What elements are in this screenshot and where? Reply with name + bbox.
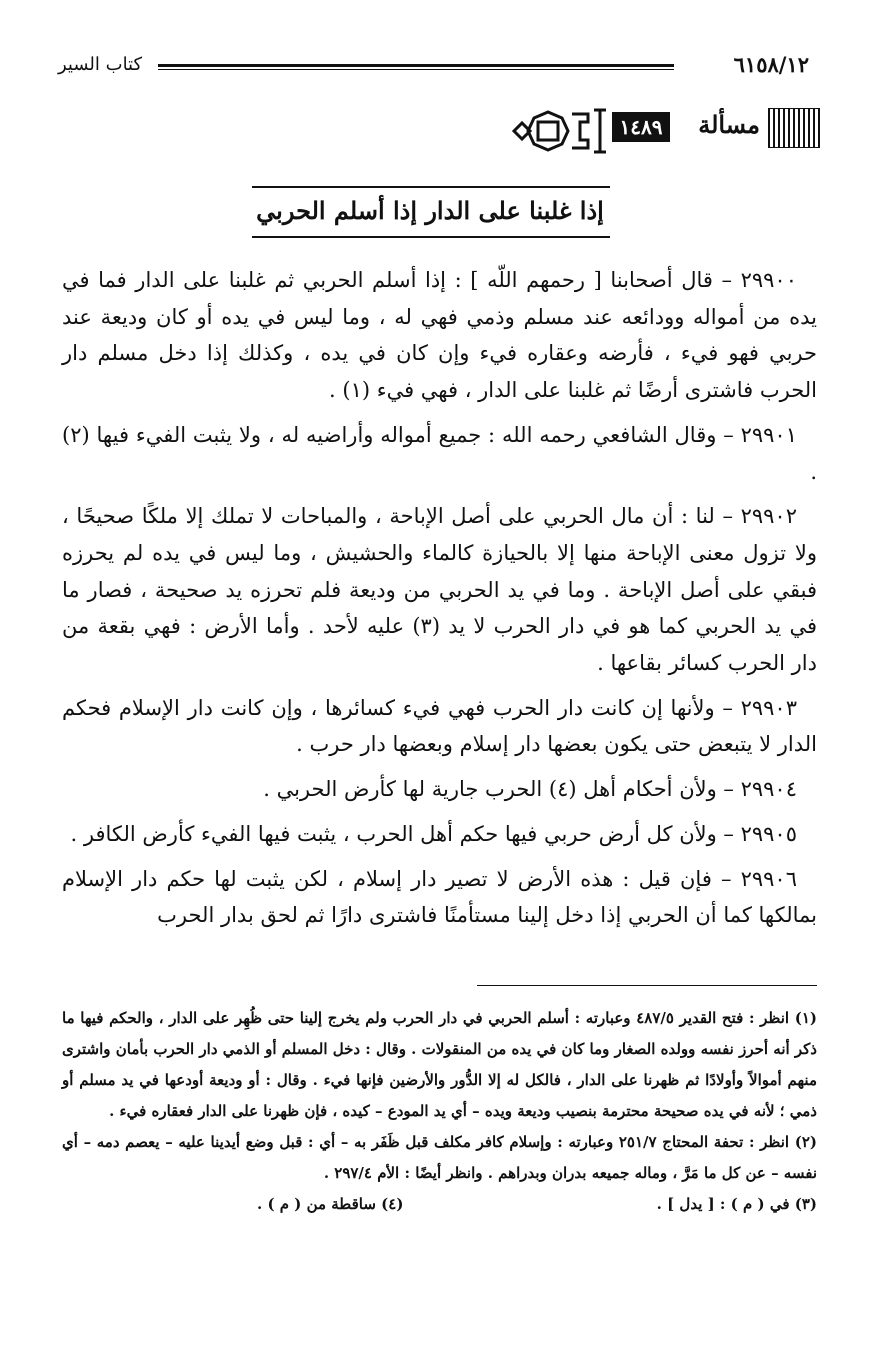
page-reference: ٦١٥٨/١٢ — [733, 52, 809, 77]
footnote: (٣) في ( م ) : [ يدل ] . — [656, 1195, 817, 1213]
header-rule-thin — [158, 69, 674, 70]
paragraph: ٢٩٩٠٤ – ولأن أحكام أهل (٤) الحرب جارية لها كأرض الحربي . — [263, 777, 797, 802]
footnote: (٤) ساقطة من ( م ) . — [257, 1195, 404, 1213]
paragraph: ٢٩٩٠٣ – ولأنها إن كانت دار الحرب فهي فيء كسائرها ، وإن كانت دار الإسلام فحكم الدار لا يتبعض حتى يكون بعضها دار إسلام وبعضها دار حرب . — [62, 695, 817, 757]
footnotes — [62, 1003, 817, 1220]
section-title: كتاب السير — [58, 54, 143, 75]
paragraph: ٢٩٩٠٥ – ولأن كل أرض حربي فيها حكم أهل الحرب ، يثبت فيها الفيء كأرض الكافر . — [70, 821, 797, 846]
paragraph: ٢٩٩٠٦ – فإن قيل : هذه الأرض لا تصير دار إسلام ، لكن يثبت لها حكم دار الإسلام بمالكها كما أن الحربي إذا دخل إلينا مستأمنًا فاشترى دارًا ثم لحق بدار الحرب — [62, 866, 817, 928]
running-header — [58, 52, 809, 82]
issue-label: مسألة — [698, 110, 760, 139]
paragraph: ٢٩٩٠٢ – لنا : أن مال الحربي على أصل الإباحة ، والمباحات لا تملك إلا ملكًا صحيحًا ، ولا تزول معنى الإباحة منها إلا بالحيازة كالماء والحشيش ، وما ليس في يده لم يحرزه فبقي على أصل الإباحة . وما في يد الحربي من وديعة فلم تحرزه يد صحيحة ، فصار ما في يد الحربي كما هو في دار الحرب لا يد (٣) عليه لأحد . وأما الأرض : فهي بقعة من دار الحرب كسائر بقاعها . — [62, 504, 817, 676]
question-title: إذا غلبنا على الدار إذا أسلم الحربي — [256, 196, 604, 225]
main-text — [62, 262, 817, 942]
footnote-separator — [477, 985, 817, 986]
title-rule-bottom — [252, 236, 610, 238]
footnote-row — [257, 1189, 817, 1220]
header-rule — [158, 64, 674, 67]
paragraph: ٢٩٩٠١ – وقال الشافعي رحمه الله : جميع أمواله وأراضيه له ، ولا يثبت الفيء فيها (٢) . — [62, 422, 817, 484]
footnote: (١) انظر : فتح القدير ٤٨٧/٥ وعبارته : أسلم الحربي في دار الحرب ولم يخرج إلينا حتى ظُهِر على الدار ، والحكم فيها ما ذكر أنه أحرز نفسه وولده الصغار وما كان في يده من المنقولات . وقال : دخل المسلم أو الذمي دار الحرب بأمان واشترى منهم أموالاً وأولادًا ثم ظهرنا على الدار ، فالكل له إلا الدُّور والأرضين فإنها فيء . وقال : أو وديعة أودعها في يد مسلم أو ذمي ؛ لأنه في يده صحيحة محترمة بنصيب وديعة ويده – أي يد المودع – كيده ، فإن ظهرنا على الدار فعقاره فيء . — [62, 1009, 817, 1120]
issue-number: ١٤٨٩ — [612, 112, 670, 142]
geometric-ornament-icon — [510, 104, 610, 158]
bars-frame — [768, 108, 820, 148]
paragraph: ٢٩٩٠٠ – قال أصحابنا [ رحمهم اللّه ] : إذا أسلم الحربي ثم غلبنا على الدار فما في يده من أمواله وودائعه عند مسلم وذمي فهي له ، وما ليس في يده أو كان وديعة عند حربي فهو فيء ، فأرضه وعقاره فيء وإن كان في يده ، وكذلك إذا دخل مسلم دار الحرب فاشترى أرضًا ثم غلبنا على الدار ، فهي فيء (١) . — [62, 268, 817, 403]
footnote: (٢) انظر : تحفة المحتاج ٢٥١/٧ وعبارته : وإسلام كافر مكلف قبل ظَفَر به – أي : قبل وضع أيدينا عليه – يعصم دمه – أي نفسه – عن كل ما مَرَّ ، وماله جميعه بدران وبدراهم . وانظر أيضًا : الأم ٢٩٧/٤ . — [62, 1133, 818, 1182]
issue-banner — [510, 104, 820, 158]
title-rule-top — [252, 186, 610, 188]
